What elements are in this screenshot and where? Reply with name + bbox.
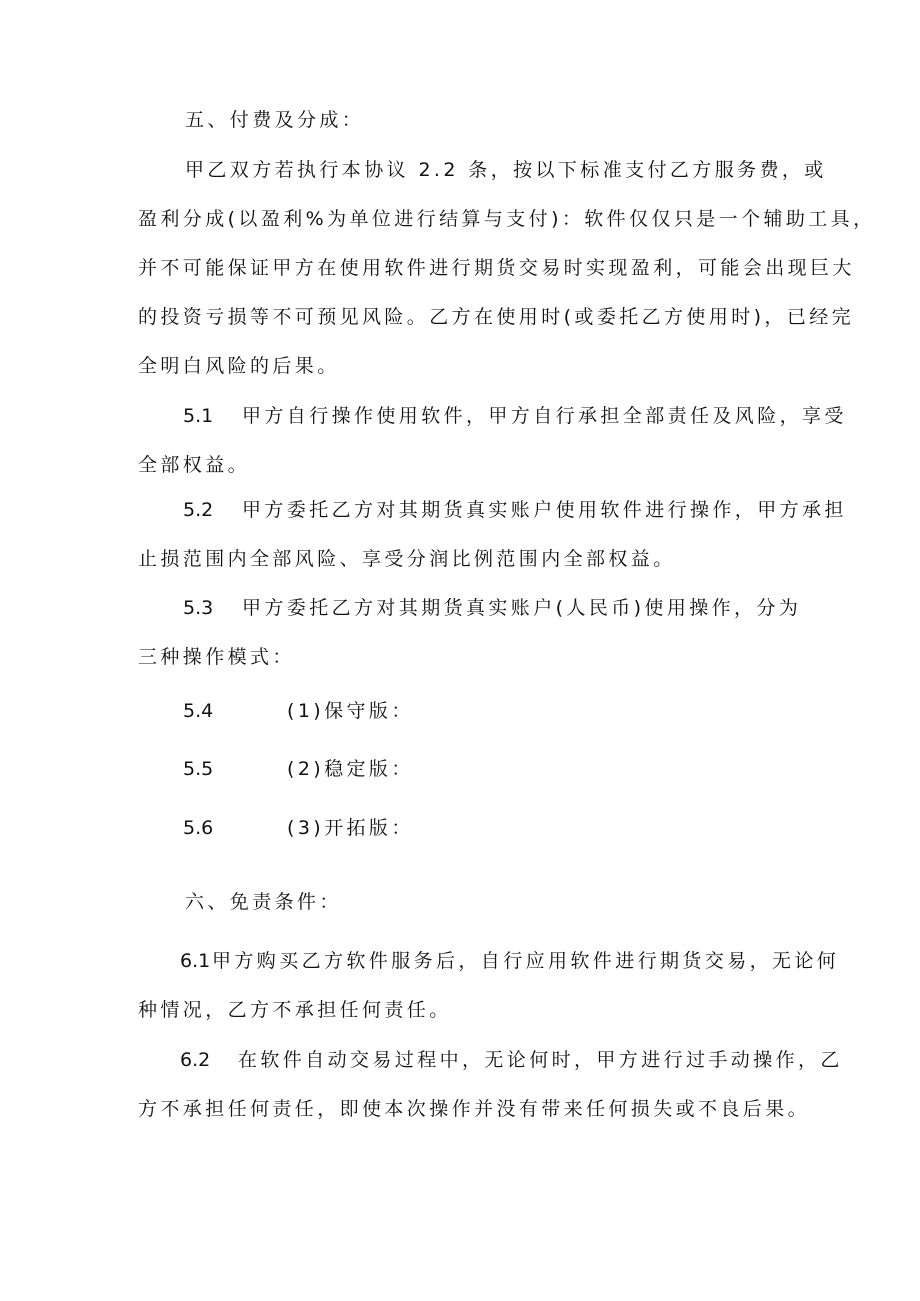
clause-text-line-1: 在软件自动交易过程中，无论何时，甲方进行过手动操作，乙 xyxy=(238,1049,843,1071)
clause-text-line-2: 种情况，乙方不承担任何责任。 xyxy=(138,999,452,1021)
section-5-intro-line-1: 甲乙双方若执行本协议 2.2 条，按以下标准支付乙方服务费，或 xyxy=(185,159,827,181)
clause-number: 5.1 xyxy=(183,405,214,427)
clause-text-line-1: 甲方自行操作使用软件，甲方自行承担全部责任及风险，享受 xyxy=(242,405,847,427)
mode-number: 5.4 xyxy=(183,700,214,722)
clause-text-line-2: 三种操作模式： xyxy=(138,646,295,668)
clause-text-line-1: 甲方购买乙方软件服务后，自行应用软件进行期货交易，无论何 xyxy=(212,950,840,972)
clause-text-line-1: 甲方委托乙方对其期货真实账户(人民币)使用操作，分为 xyxy=(242,597,802,619)
clause-number: 5.2 xyxy=(183,499,214,521)
section-6-heading: 六、免责条件： xyxy=(185,891,342,913)
clause-text-line-2: 全部权益。 xyxy=(138,454,251,476)
clause-text-line-2: 止损范围内全部风险、享受分润比例范围内全部权益。 xyxy=(138,548,676,570)
clause-number: 5.3 xyxy=(183,597,214,619)
mode-text: (3)开拓版： xyxy=(287,817,414,839)
clause-text-line-1: 甲方委托乙方对其期货真实账户使用软件进行操作，甲方承担 xyxy=(242,499,847,521)
section-5-heading: 五、付费及分成： xyxy=(185,109,365,131)
mode-number: 5.5 xyxy=(183,758,214,780)
section-5-intro-line-2: 盈利分成(以盈利%为单位进行结算与支付)：软件仅仅只是一个辅助工具， xyxy=(138,208,876,230)
section-5-intro-line-5: 全明白风险的后果。 xyxy=(138,355,340,377)
mode-text: (1)保守版： xyxy=(287,700,414,722)
section-5-intro-line-3: 并不可能保证甲方在使用软件进行期货交易时实现盈利，可能会出现巨大 xyxy=(138,257,855,279)
clause-number: 6.2 xyxy=(180,1049,211,1071)
section-5-intro-line-4: 的投资亏损等不可预见风险。乙方在使用时(或委托乙方使用时)，已经完 xyxy=(138,306,855,328)
clause-text-line-2: 方不承担任何责任，即使本次操作并没有带来任何损失或不良后果。 xyxy=(138,1098,811,1120)
clause-number: 6.1 xyxy=(180,950,211,972)
mode-text: (2)稳定版： xyxy=(287,758,414,780)
mode-number: 5.6 xyxy=(183,817,214,839)
